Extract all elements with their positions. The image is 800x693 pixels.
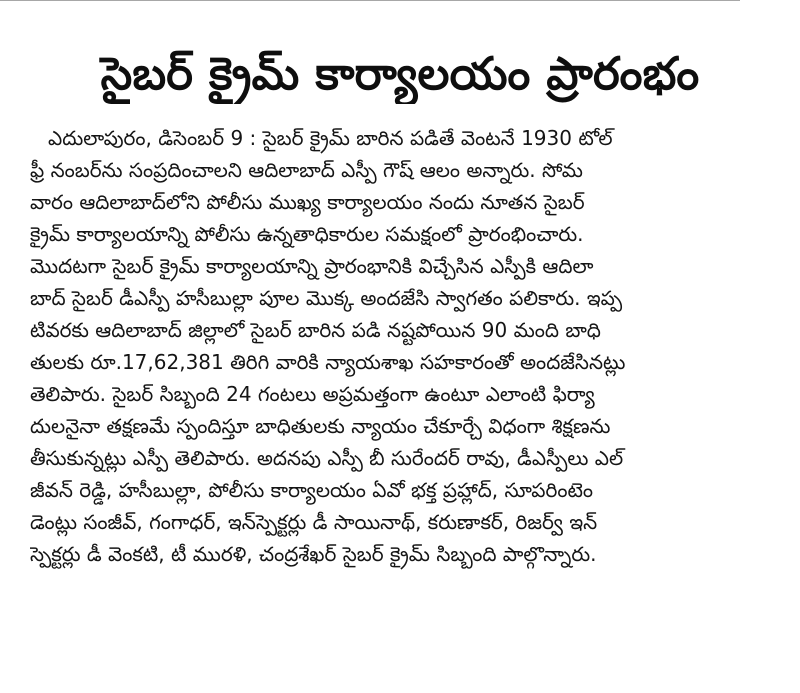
body-line-2: ఫ్రీ నంబర్‌ను సంప్రదించాలని ఆదిలాబాద్ ఎస్పీ గౌష్ ఆలం అన్నారు. సోమ [30, 158, 583, 182]
body-line-3: వారం ఆదిలాబాద్‌లోని పోలీసు ముఖ్య కార్యాలయం నందు నూతన సైబర్ [30, 190, 585, 214]
body-line-14: స్పెక్టర్లు డీ వెంకటి, టీ మురళి, చంద్రశేఖర్ సైబర్ క్రైమ్ సిబ్బంది పాల్గొన్నారు. [30, 542, 597, 566]
body-line-4: క్రైమ్ కార్యాలయాన్ని పోలీసు ఉన్నతాధికారుల సమక్షంలో ప్రారంభించారు. [30, 222, 584, 246]
body-line-13: డెంట్లు సంజీవ్, గంగాధర్, ఇన్‌స్పెక్టర్లు డీ సాయినాథ్, కరుణాకర్, రిజర్వ్ ఇన్ [30, 510, 598, 534]
body-line-7: టివరకు ఆదిలాబాద్ జిల్లాలో సైబర్ బారిన పడి నష్టపోయిన 90 మంది బాధి [30, 318, 601, 342]
body-line-9: తెలిపారు. సైబర్ సిబ్బంది 24 గంటలు అప్రమత్తంగా ఉంటూ ఎలాంటి ఫిర్యా [30, 382, 595, 406]
article-headline: సైబర్ క్రైమ్ కార్యాలయం ప్రారంభం [100, 47, 700, 100]
article-body [30, 122, 765, 570]
body-line-11: తీసుకున్నట్లు ఎస్పీ తెలిపారు. అదనపు ఎస్పీ బీ సురేందర్ రావు, డీఎస్పీలు ఎల్ [30, 446, 624, 470]
body-line-6: బాద్ సైబర్ డీఎస్పీ హసీబుల్లా పూల మొక్క అందజేసి స్వాగతం పలికారు. ఇప్ప [30, 286, 623, 310]
body-line-10: దులనైనా తక్షణమే స్పందిస్తూ బాధితులకు న్యాయం చేకూర్చే విధంగా శిక్షణను [30, 414, 611, 438]
top-rule [0, 0, 740, 1]
body-line-12: జీవన్ రెడ్డి, హసీబుల్లా, పోలీసు కార్యాలయం ఏవో భక్త ప్రహ్లాద్, సూపరింటెం [30, 478, 594, 502]
body-line-5: మొదటగా సైబర్ క్రైమ్ కార్యాలయాన్ని ప్రారంభానికి విచ్చేసిన ఎస్పీకి ఆదిలా [30, 254, 594, 278]
body-line-8: తులకు రూ.17,62,381 తిరిగి వారికి న్యాయశాఖ సహకారంతో అందజేసినట్లు [30, 350, 626, 374]
body-line-1: ఎదులాపురం, డిసెంబర్ 9 : సైబర్ క్రైమ్ బారిన పడితే వెంటనే 1930 టోల్ [48, 126, 613, 150]
